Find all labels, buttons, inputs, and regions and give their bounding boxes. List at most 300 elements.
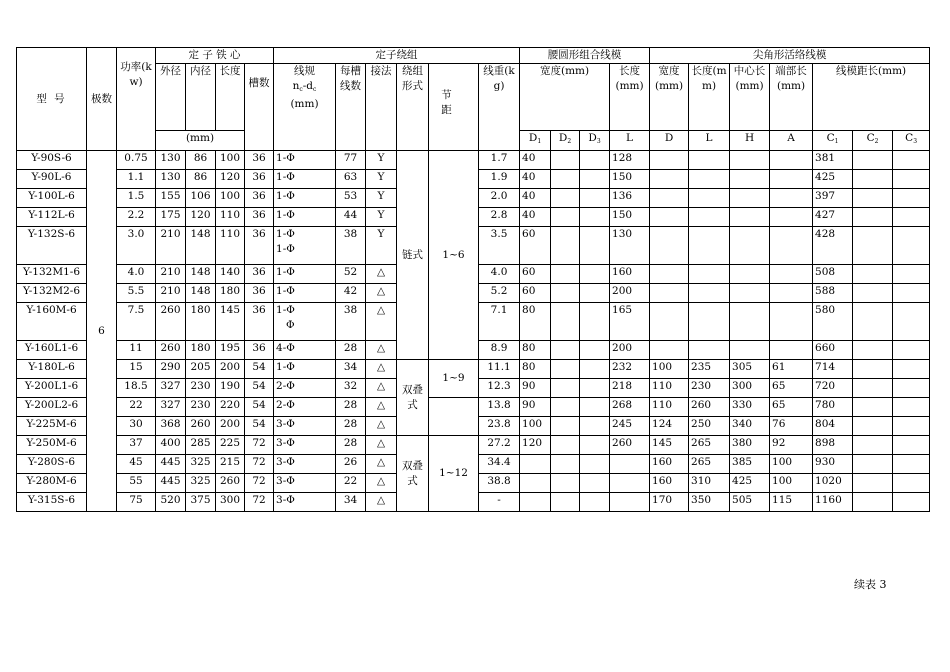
cell-winding-form-double: 双叠式 — [397, 360, 429, 436]
cell-c3 — [893, 170, 930, 189]
cell-pointed-width — [650, 303, 689, 341]
cell-c2 — [853, 170, 893, 189]
cell-inner-diameter: 106 — [186, 189, 216, 208]
cell-wire-weight: 7.1 — [479, 303, 520, 341]
cell-power: 11 — [117, 341, 156, 360]
cell-slots: 36 — [245, 284, 274, 303]
header-center-length: 中心长(mm) — [730, 64, 770, 131]
cell-c3 — [893, 265, 930, 284]
cell-end-length — [770, 151, 813, 170]
cell-pointed-length: 265 — [689, 436, 730, 455]
cell-power: 7.5 — [117, 303, 156, 341]
cell-power: 0.75 — [117, 151, 156, 170]
cell-core-length: 215 — [216, 455, 245, 474]
cell-power: 55 — [117, 474, 156, 493]
cell-core-length: 190 — [216, 379, 245, 398]
cell-pointed-length — [689, 284, 730, 303]
cell-c3 — [893, 417, 930, 436]
cell-slots: 36 — [245, 170, 274, 189]
cell-c2 — [853, 227, 893, 265]
table-row — [17, 360, 930, 379]
table-row — [17, 398, 930, 417]
cell-end-length — [770, 208, 813, 227]
cell-center-length — [730, 341, 770, 360]
wire-spec-line: Φ — [286, 319, 295, 331]
header-c3: $C_3$ — [893, 130, 930, 150]
cell-c3 — [893, 474, 930, 493]
cell-inner-diameter: 260 — [186, 417, 216, 436]
cell-pointed-length: 310 — [689, 474, 730, 493]
cell-d3 — [580, 360, 610, 379]
cell-center-length — [730, 303, 770, 341]
cell-center-length — [730, 284, 770, 303]
cell-d3 — [580, 455, 610, 474]
cell-outer-diameter: 400 — [156, 436, 186, 455]
cell-model: Y-100L-6 — [17, 189, 87, 208]
cell-model: Y-200L1-6 — [17, 379, 87, 398]
cell-slots: 72 — [245, 493, 274, 512]
cell-power: 1.1 — [117, 170, 156, 189]
cell-model: Y-90L-6 — [17, 170, 87, 189]
cell-inner-diameter: 205 — [186, 360, 216, 379]
cell-d2 — [551, 398, 580, 417]
cell-c2 — [853, 360, 893, 379]
cell-inner-diameter: 148 — [186, 265, 216, 284]
cell-d2 — [551, 170, 580, 189]
cell-pitch-empty — [429, 398, 479, 436]
cell-center-length: 300 — [730, 379, 770, 398]
cell-pointed-width — [650, 208, 689, 227]
cell-slots: 36 — [245, 265, 274, 284]
header-mold-distance: 线模距长(mm) — [813, 64, 930, 131]
table-row — [17, 151, 930, 170]
cell-c1: 381 — [813, 151, 853, 170]
cell-pointed-width — [650, 151, 689, 170]
cell-wire-spec — [274, 189, 336, 208]
cell-wire-weight: 12.3 — [479, 379, 520, 398]
cell-connection: Y — [366, 208, 397, 227]
cell-d1: 80 — [520, 341, 551, 360]
cell-c1: 804 — [813, 417, 853, 436]
cell-connection: △ — [366, 455, 397, 474]
cell-c1: 427 — [813, 208, 853, 227]
cell-outer-diameter: 445 — [156, 455, 186, 474]
header-d1: $D_1$ — [520, 130, 551, 150]
header-c2: $C_2$ — [853, 130, 893, 150]
cell-pitch-2: 1~9 — [429, 360, 479, 398]
cell-c1: 580 — [813, 303, 853, 341]
cell-wire-weight: 1.7 — [479, 151, 520, 170]
cell-oval-length — [610, 493, 650, 512]
cell-end-length — [770, 284, 813, 303]
cell-wire-weight: 27.2 — [479, 436, 520, 455]
cell-pointed-width: 124 — [650, 417, 689, 436]
cell-connection: △ — [366, 341, 397, 360]
header-d3: $D_3$ — [580, 130, 610, 150]
wire-spec-line: 3-Φ — [276, 437, 295, 449]
cell-c2 — [853, 493, 893, 512]
cell-c2 — [853, 265, 893, 284]
cell-d1: 80 — [520, 303, 551, 341]
cell-poles: 6 — [87, 151, 117, 512]
cell-inner-diameter: 148 — [186, 227, 216, 265]
cell-inner-diameter: 86 — [186, 170, 216, 189]
header-model: 型 号 — [17, 48, 87, 151]
header-d: D — [650, 130, 689, 150]
cell-connection: △ — [366, 360, 397, 379]
cell-pointed-width: 160 — [650, 474, 689, 493]
cell-d1: 40 — [520, 151, 551, 170]
cell-d3 — [580, 436, 610, 455]
cell-turns: 28 — [336, 341, 366, 360]
cell-pointed-length: 265 — [689, 455, 730, 474]
header-pointed-width: 宽度(mm) — [650, 64, 689, 131]
cell-center-length — [730, 189, 770, 208]
cell-center-length: 330 — [730, 398, 770, 417]
cell-turns: 26 — [336, 455, 366, 474]
cell-connection: △ — [366, 284, 397, 303]
header-stator-winding: 定子绕组 — [274, 48, 520, 64]
cell-pointed-width: 170 — [650, 493, 689, 512]
cell-oval-length: 128 — [610, 151, 650, 170]
cell-outer-diameter: 210 — [156, 284, 186, 303]
wire-spec-line: 4-Φ — [276, 342, 295, 354]
cell-wire-weight: 23.8 — [479, 417, 520, 436]
wire-spec-line: 3-Φ — [276, 418, 295, 430]
cell-pointed-length — [689, 170, 730, 189]
cell-outer-diameter: 290 — [156, 360, 186, 379]
cell-turns: 28 — [336, 417, 366, 436]
cell-core-length: 120 — [216, 170, 245, 189]
continued-table-note: 续表 3 — [854, 578, 887, 591]
cell-d2 — [551, 417, 580, 436]
cell-wire-spec — [274, 417, 336, 436]
cell-d1: 60 — [520, 227, 551, 265]
cell-c3 — [893, 208, 930, 227]
cell-end-length — [770, 303, 813, 341]
cell-turns: 42 — [336, 284, 366, 303]
cell-d2 — [551, 474, 580, 493]
cell-outer-diameter: 210 — [156, 227, 186, 265]
cell-pointed-width: 110 — [650, 398, 689, 417]
cell-inner-diameter: 325 — [186, 455, 216, 474]
cell-wire-weight: 5.2 — [479, 284, 520, 303]
cell-turns: 77 — [336, 151, 366, 170]
header-power: 功率(kw) — [117, 48, 156, 151]
table-row — [17, 436, 930, 455]
cell-wire-weight: 13.8 — [479, 398, 520, 417]
cell-pointed-width — [650, 284, 689, 303]
cell-c3 — [893, 227, 930, 265]
cell-pointed-width: 160 — [650, 455, 689, 474]
cell-pointed-length — [689, 227, 730, 265]
cell-d3 — [580, 170, 610, 189]
cell-oval-length: 260 — [610, 436, 650, 455]
cell-wire-spec — [274, 436, 336, 455]
cell-d2 — [551, 303, 580, 341]
cell-oval-length: 130 — [610, 227, 650, 265]
cell-d1: 80 — [520, 360, 551, 379]
cell-d3 — [580, 265, 610, 284]
cell-connection: △ — [366, 303, 397, 341]
cell-model: Y-315S-6 — [17, 493, 87, 512]
cell-model: Y-132M2-6 — [17, 284, 87, 303]
cell-center-length — [730, 265, 770, 284]
cell-oval-length — [610, 455, 650, 474]
cell-slots: 36 — [245, 227, 274, 265]
cell-c1: 714 — [813, 360, 853, 379]
cell-core-length: 140 — [216, 265, 245, 284]
header-oval-length: 长度(mm) — [610, 64, 650, 131]
cell-pointed-width — [650, 265, 689, 284]
cell-d3 — [580, 417, 610, 436]
header-outer-diameter: 外径 — [156, 64, 186, 131]
cell-wire-spec — [274, 341, 336, 360]
cell-pointed-length — [689, 303, 730, 341]
cell-wire-weight: 2.0 — [479, 189, 520, 208]
cell-wire-weight: 1.9 — [479, 170, 520, 189]
wire-spec-line: 2-Φ — [276, 380, 295, 392]
cell-outer-diameter: 327 — [156, 398, 186, 417]
cell-c2 — [853, 379, 893, 398]
header-stator-core: 定 子 铁 心 — [156, 48, 274, 64]
cell-connection: Y — [366, 189, 397, 208]
cell-slots: 54 — [245, 379, 274, 398]
cell-d2 — [551, 189, 580, 208]
cell-d2 — [551, 208, 580, 227]
cell-oval-length — [610, 474, 650, 493]
cell-pointed-width — [650, 341, 689, 360]
cell-model: Y-112L-6 — [17, 208, 87, 227]
cell-core-length: 180 — [216, 284, 245, 303]
cell-turns: 28 — [336, 436, 366, 455]
cell-d2 — [551, 455, 580, 474]
header-poles: 极数 — [87, 48, 117, 151]
wire-spec-line: 3-Φ — [276, 475, 295, 487]
cell-d3 — [580, 227, 610, 265]
cell-d2 — [551, 379, 580, 398]
cell-c3 — [893, 436, 930, 455]
cell-oval-length: 245 — [610, 417, 650, 436]
cell-d3 — [580, 151, 610, 170]
cell-slots: 36 — [245, 189, 274, 208]
cell-c3 — [893, 151, 930, 170]
cell-core-length: 110 — [216, 227, 245, 265]
cell-turns: 38 — [336, 303, 366, 341]
cell-turns: 34 — [336, 360, 366, 379]
cell-center-length: 340 — [730, 417, 770, 436]
header-h: H — [730, 130, 770, 150]
cell-c1: 930 — [813, 455, 853, 474]
cell-turns: 52 — [336, 265, 366, 284]
cell-center-length: 505 — [730, 493, 770, 512]
cell-c3 — [893, 284, 930, 303]
cell-oval-length: 200 — [610, 341, 650, 360]
cell-outer-diameter: 210 — [156, 265, 186, 284]
wire-spec-line: 1-Φ — [276, 228, 295, 240]
cell-center-length — [730, 170, 770, 189]
header-core-length: 长度 — [216, 64, 245, 131]
header-core-unit: (mm) — [156, 130, 245, 150]
cell-core-length: 110 — [216, 208, 245, 227]
cell-connection: Y — [366, 170, 397, 189]
cell-winding-form-double: 双叠式 — [397, 436, 429, 512]
cell-pointed-length: 350 — [689, 493, 730, 512]
header-turns-per-slot: 每槽线数 — [336, 64, 366, 151]
cell-d2 — [551, 493, 580, 512]
cell-core-length: 100 — [216, 189, 245, 208]
wire-spec-line: 1-Φ — [276, 152, 295, 164]
cell-d3 — [580, 284, 610, 303]
cell-model: Y-280S-6 — [17, 455, 87, 474]
cell-wire-spec — [274, 208, 336, 227]
cell-center-length: 305 — [730, 360, 770, 379]
cell-model: Y-90S-6 — [17, 151, 87, 170]
cell-c2 — [853, 151, 893, 170]
cell-c2 — [853, 455, 893, 474]
table-body — [17, 151, 930, 512]
cell-pointed-length: 230 — [689, 379, 730, 398]
header-a: A — [770, 130, 813, 150]
cell-core-length: 300 — [216, 493, 245, 512]
cell-pitch-3: 1~12 — [429, 436, 479, 512]
cell-c1: 1160 — [813, 493, 853, 512]
cell-c3 — [893, 398, 930, 417]
cell-slots: 36 — [245, 341, 274, 360]
cell-outer-diameter: 327 — [156, 379, 186, 398]
cell-d1 — [520, 474, 551, 493]
cell-center-length — [730, 208, 770, 227]
cell-pointed-length — [689, 341, 730, 360]
cell-pointed-length: 250 — [689, 417, 730, 436]
cell-oval-length: 136 — [610, 189, 650, 208]
cell-d3 — [580, 303, 610, 341]
cell-power: 3.0 — [117, 227, 156, 265]
cell-model: Y-200L2-6 — [17, 398, 87, 417]
cell-outer-diameter: 260 — [156, 303, 186, 341]
header-wire-spec: 线规 $n_c-d_c$ (mm) — [274, 64, 336, 151]
cell-oval-length: 150 — [610, 208, 650, 227]
header-wire-weight: 线重(kg) — [479, 64, 520, 151]
cell-d3 — [580, 493, 610, 512]
cell-pointed-length — [689, 265, 730, 284]
cell-power: 18.5 — [117, 379, 156, 398]
wire-spec-line: 1-Φ — [276, 304, 295, 316]
cell-core-length: 200 — [216, 417, 245, 436]
cell-model: Y-225M-6 — [17, 417, 87, 436]
cell-slots: 36 — [245, 151, 274, 170]
cell-c1: 898 — [813, 436, 853, 455]
cell-end-length: 115 — [770, 493, 813, 512]
cell-wire-spec — [274, 360, 336, 379]
cell-inner-diameter: 180 — [186, 341, 216, 360]
cell-end-length: 100 — [770, 455, 813, 474]
cell-pointed-length: 260 — [689, 398, 730, 417]
cell-model: Y-160L1-6 — [17, 341, 87, 360]
cell-power: 22 — [117, 398, 156, 417]
cell-c2 — [853, 474, 893, 493]
cell-connection: △ — [366, 436, 397, 455]
cell-core-length: 100 — [216, 151, 245, 170]
cell-core-length: 145 — [216, 303, 245, 341]
cell-power: 4.0 — [117, 265, 156, 284]
header-l2: L — [689, 130, 730, 150]
cell-outer-diameter: 260 — [156, 341, 186, 360]
cell-pointed-width: 110 — [650, 379, 689, 398]
cell-c1: 720 — [813, 379, 853, 398]
cell-c2 — [853, 436, 893, 455]
cell-pointed-width: 100 — [650, 360, 689, 379]
cell-connection: Y — [366, 151, 397, 170]
cell-connection: △ — [366, 474, 397, 493]
cell-d2 — [551, 284, 580, 303]
cell-end-length — [770, 189, 813, 208]
cell-inner-diameter: 230 — [186, 398, 216, 417]
cell-c1: 588 — [813, 284, 853, 303]
cell-d2 — [551, 265, 580, 284]
cell-oval-length: 165 — [610, 303, 650, 341]
wire-spec-line: 1-Φ — [276, 266, 295, 278]
cell-wire-spec — [274, 227, 336, 265]
cell-wire-weight: 2.8 — [479, 208, 520, 227]
header-connection: 接法 — [366, 64, 397, 151]
cell-center-length: 425 — [730, 474, 770, 493]
cell-d1: 90 — [520, 379, 551, 398]
header-inner-diameter: 内径 — [186, 64, 216, 131]
cell-pointed-width: 145 — [650, 436, 689, 455]
cell-connection: △ — [366, 417, 397, 436]
cell-c1: 397 — [813, 189, 853, 208]
cell-connection: △ — [366, 265, 397, 284]
cell-c3 — [893, 189, 930, 208]
wire-spec-line: 1-Φ — [276, 171, 295, 183]
header-end-length: 端部长(mm) — [770, 64, 813, 131]
cell-wire-weight: 8.9 — [479, 341, 520, 360]
cell-oval-length: 150 — [610, 170, 650, 189]
cell-d1 — [520, 455, 551, 474]
cell-wire-spec — [274, 455, 336, 474]
cell-c2 — [853, 341, 893, 360]
cell-d1: 40 — [520, 170, 551, 189]
cell-inner-diameter: 285 — [186, 436, 216, 455]
wire-spec-line: 1-Φ — [276, 209, 295, 221]
cell-pointed-length — [689, 151, 730, 170]
cell-d3 — [580, 189, 610, 208]
cell-end-length — [770, 170, 813, 189]
cell-turns: 38 — [336, 227, 366, 265]
cell-wire-weight: - — [479, 493, 520, 512]
cell-slots: 72 — [245, 474, 274, 493]
cell-outer-diameter: 368 — [156, 417, 186, 436]
cell-d1: 100 — [520, 417, 551, 436]
header-pointed-length: 长度(mm) — [689, 64, 730, 131]
cell-pointed-length — [689, 189, 730, 208]
cell-pointed-length — [689, 208, 730, 227]
cell-power: 37 — [117, 436, 156, 455]
cell-turns: 32 — [336, 379, 366, 398]
cell-wire-spec — [274, 284, 336, 303]
cell-d1 — [520, 493, 551, 512]
cell-power: 45 — [117, 455, 156, 474]
cell-end-length: 65 — [770, 379, 813, 398]
cell-c2 — [853, 398, 893, 417]
cell-d1: 40 — [520, 208, 551, 227]
cell-inner-diameter: 86 — [186, 151, 216, 170]
wire-spec-line: 3-Φ — [276, 494, 295, 506]
cell-inner-diameter: 180 — [186, 303, 216, 341]
cell-d2 — [551, 436, 580, 455]
cell-pointed-width — [650, 189, 689, 208]
